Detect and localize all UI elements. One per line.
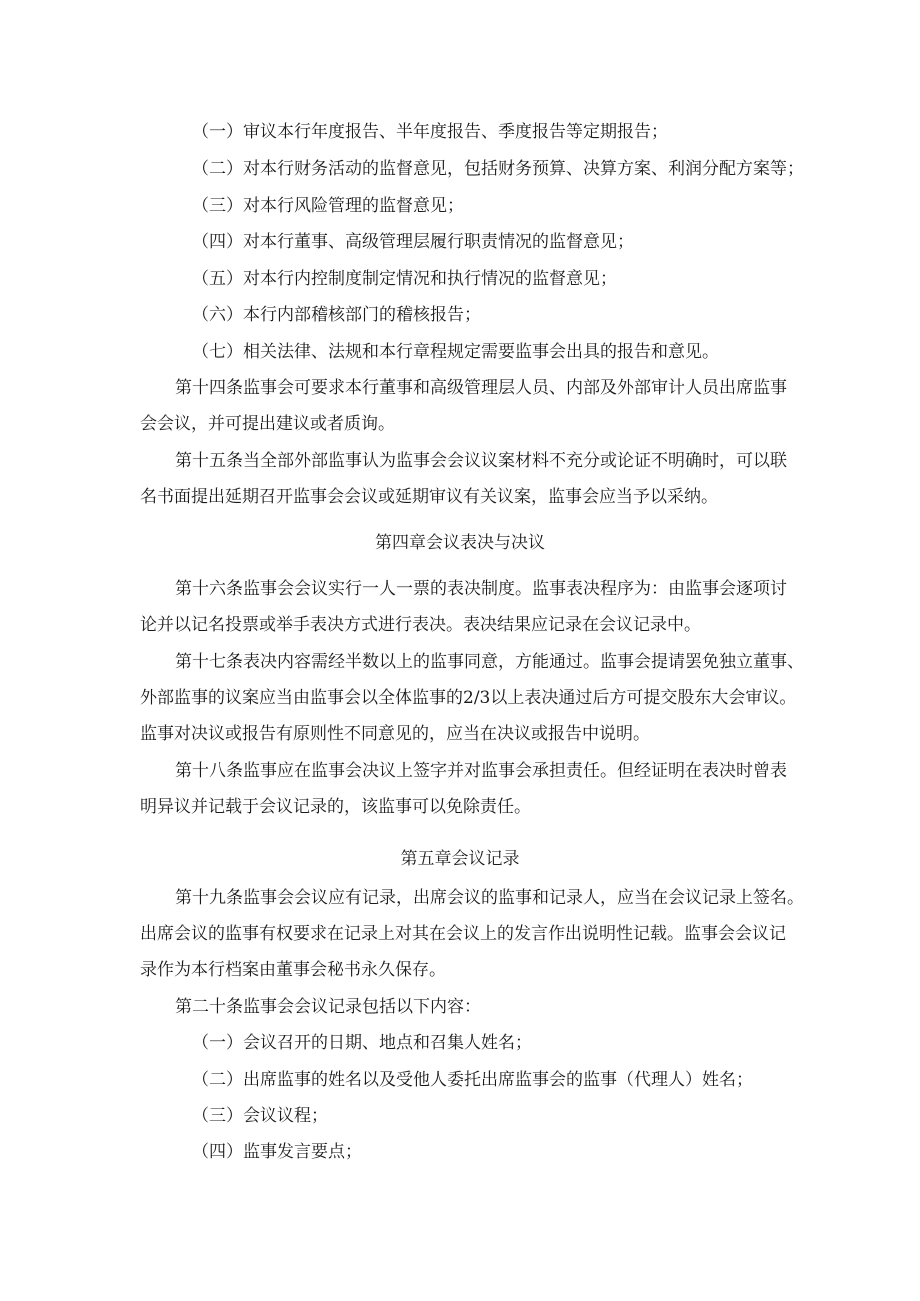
chapter-4-heading: 第四章会议表决与决议	[375, 533, 545, 553]
article-17-line: 第十七条表决内容需经半数以上的监事同意，方能通过。监事会提请罢免独立董事、	[175, 652, 804, 672]
article-15-line: 名书面提出延期召开监事会会议或延期审议有关议案，监事会应当予以采纳。	[140, 487, 718, 507]
article-19-line: 第十九条监事会会议应有记录，出席会议的监事和记录人，应当在会议记录上签名。	[175, 888, 804, 908]
article-20-line: 第二十条监事会会议记录包括以下内容：	[175, 997, 481, 1017]
list-item: （二）出席监事的姓名以及受他人委托出席监事会的监事（代理人）姓名；	[192, 1070, 753, 1090]
chapter-5-heading: 第五章会议记录	[400, 849, 520, 869]
article-14-line: 会会议，并可提出建议或者质询。	[140, 414, 395, 434]
list-item: （二）对本行财务活动的监督意见，包括财务预算、决算方案、利润分配方案等；	[192, 159, 804, 179]
list-item: （四）对本行董事、高级管理层履行职责情况的监督意见；	[192, 232, 634, 252]
list-item: （七）相关法律、法规和本行章程规定需要监事会出具的报告和意见。	[192, 342, 719, 362]
article-16-line: 第十六条监事会会议实行一人一票的表决制度。监事表决程序为：由监事会逐项讨	[175, 579, 787, 599]
article-14-line: 第十四条监事会可要求本行董事和高级管理层人员、内部及外部审计人员出席监事	[175, 378, 787, 398]
list-item: （四）监事发言要点；	[192, 1142, 362, 1162]
list-item: （三）对本行风险管理的监督意见；	[192, 196, 464, 216]
list-item: （三）会议议程；	[192, 1106, 328, 1126]
article-19-line: 出席会议的监事有权要求在记录上对其在会议上的发言作出说明性记载。监事会会议记	[140, 924, 786, 944]
list-item: （一）会议召开的日期、地点和召集人姓名；	[192, 1033, 532, 1053]
article-16-line: 论并以记名投票或举手表决方式进行表决。表决结果应记录在会议记录中。	[140, 615, 701, 635]
article-17-line: 外部监事的议案应当由监事会以全体监事的2/3以上表决通过后方可提交股东大会审议。	[140, 688, 797, 708]
article-19-line: 录作为本行档案由董事会秘书永久保存。	[140, 960, 446, 980]
list-item: （六）本行内部稽核部门的稽核报告；	[192, 305, 481, 325]
list-item: （一）审议本行年度报告、半年度报告、季度报告等定期报告；	[192, 122, 668, 142]
article-18-line: 第十八条监事应在监事会决议上签字并对监事会承担责任。但经证明在表决时曾表	[175, 761, 787, 781]
article-15-line: 第十五条当全部外部监事认为监事会会议议案材料不充分或论证不明确时，可以联	[175, 451, 787, 471]
article-18-line: 明异议并记载于会议记录的，该监事可以免除责任。	[140, 797, 531, 817]
article-17-line: 监事对决议或报告有原则性不同意见的，应当在决议或报告中说明。	[140, 724, 650, 744]
list-item: （五）对本行内控制度制定情况和执行情况的监督意见；	[192, 269, 617, 289]
